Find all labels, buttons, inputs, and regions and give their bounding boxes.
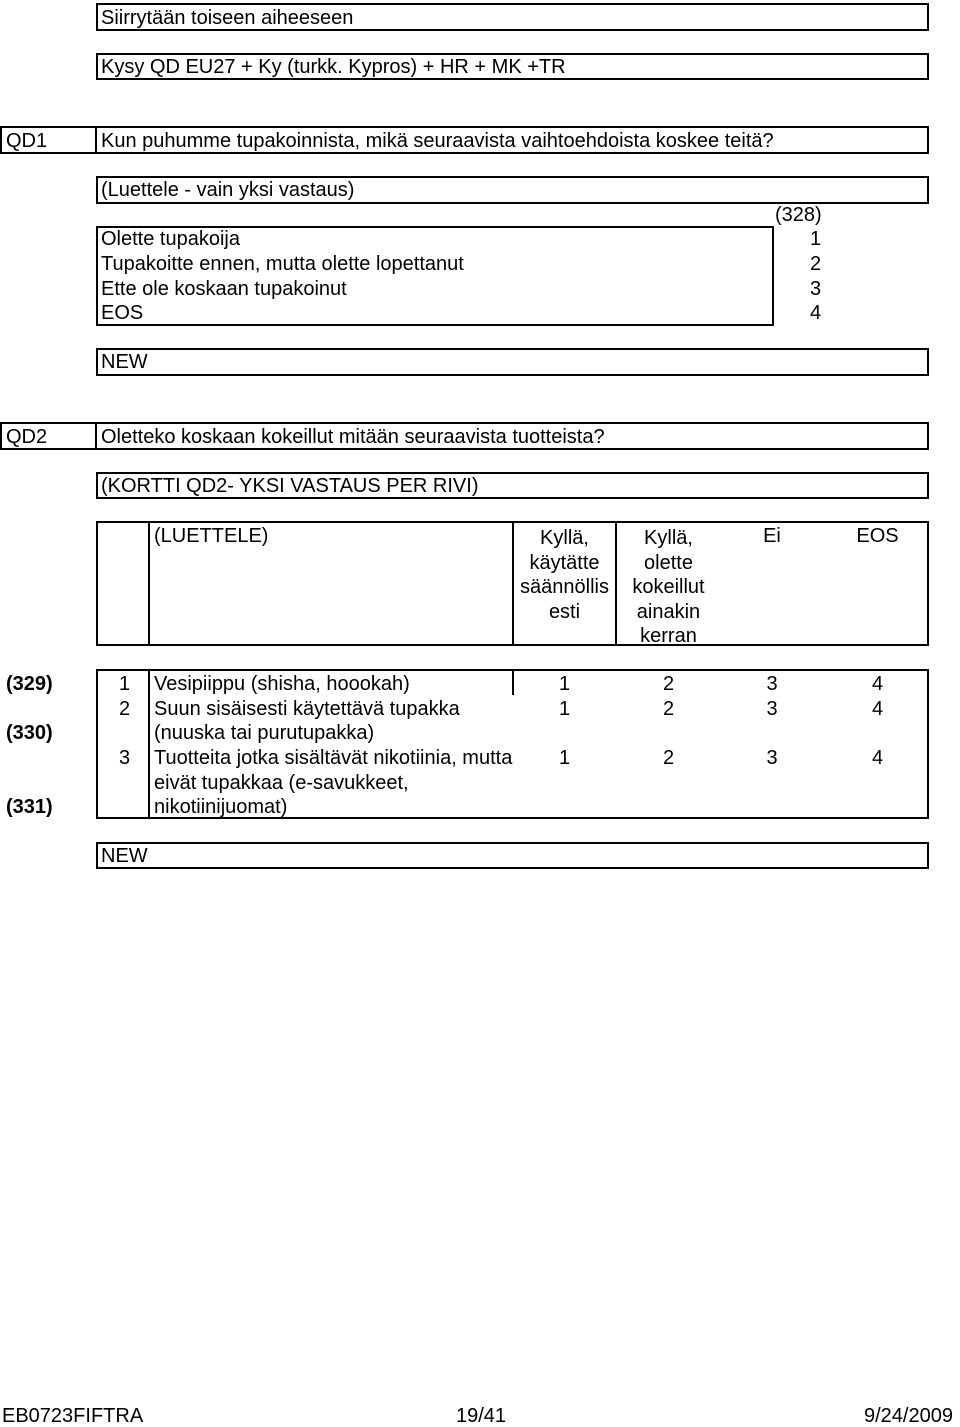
qd1-option-label: Ette ole koskaan tupakoinut [101,278,347,300]
qd1-option-code: 4 [810,302,822,324]
qd2-item-num: 2 [119,698,131,720]
qd2-var: (331) [6,796,53,818]
qd2-col1-header [514,526,615,624]
qd2-list-header: (LUETTELE) [154,525,269,547]
qd2-new-box [96,842,929,869]
qd2-item-num: 3 [119,747,131,769]
qd1-question: Kun puhumme tupakoinnista, mikä seuraavista vaihtoehdoista koskee teitä? [101,130,774,152]
qd1-option-label: Tupakoitte ennen, mutta olette lopettanut [101,253,464,275]
qd2-instruction: (KORTTI QD2- YKSI VASTAUS PER RIVI) [101,475,479,497]
header-line: olette [644,551,693,574]
divider [148,521,150,646]
qd2-item-label: eivät tupakkaa (e-savukkeet, [154,772,409,794]
goto-text: Siirrytään toiseen aiheeseen [101,7,354,29]
qd2-new: NEW [101,845,148,867]
footer-date: 9/24/2009 [864,1405,953,1427]
header-line: käytätte [529,551,600,574]
qd1-new: NEW [101,351,148,373]
qd2-question: Oletteko koskaan kokeillut mitään seuraavista tuotteista? [101,426,605,448]
header-line: ainakin [636,600,701,623]
qd2-item-code: 2 [662,698,675,720]
header-line: säännöllis [520,576,609,599]
qd1-option-code: 3 [810,278,822,300]
qd2-item-label: Suun sisäisesti käytettävä tupakka [154,698,460,720]
qd1-code: QD1 [6,130,48,152]
qd1-option-code: 2 [810,253,822,275]
qd2-item-label: (nuuska tai purutupakka) [154,722,375,744]
qd2-item-code: 1 [558,673,571,695]
qd2-item-code: 3 [766,747,778,769]
qd2-col2-header [617,526,720,649]
qd2-item-code: 3 [766,673,778,695]
qd2-code: QD2 [6,426,48,448]
qd1-option-label: EOS [101,302,144,324]
qd2-item-code: 1 [558,698,571,720]
qd2-item-code: 1 [558,747,571,769]
qd2-item-code: 2 [662,747,675,769]
qd2-col3-header: Ei [763,525,781,547]
header-line: esti [548,600,581,623]
qd2-item-label: Vesipiippu (shisha, hoookah) [154,673,410,695]
divider [148,669,150,819]
qd2-item-num: 1 [119,673,131,695]
qd2-item-label: nikotiinijuomat) [154,796,288,818]
qd2-var: (329) [6,673,53,695]
footer-doc-id: EB0723FIFTRA [2,1405,144,1427]
qd2-var: (330) [6,722,53,744]
qd2-item-code: 4 [871,747,884,769]
qd1-new-box [96,348,929,376]
header-line: kokeillut [632,576,705,599]
qd2-item-code: 2 [662,673,675,695]
qd1-option-label: Olette tupakoija [101,228,240,250]
footer-page: 19/41 [456,1405,507,1427]
qd2-item-code: 4 [871,673,884,695]
qd2-item-code: 4 [871,698,884,720]
qd2-col4-header: EOS [856,525,899,547]
header-line: Kyllä, [644,527,693,549]
qd1-var: (328) [775,204,822,226]
header-line: Kyllä, [540,527,589,549]
qd1-option-code: 1 [810,228,822,250]
header-line: kerran [640,625,697,648]
qd1-instruction: (Luettele - vain yksi vastaus) [101,179,355,201]
qd2-item-label: Tuotteita jotka sisältävät nikotiinia, mutta [154,747,513,769]
qd2-item-code: 3 [766,698,778,720]
ask-text: Kysy QD EU27 + Ky (turkk. Kypros) + HR + MK +TR [101,56,566,78]
